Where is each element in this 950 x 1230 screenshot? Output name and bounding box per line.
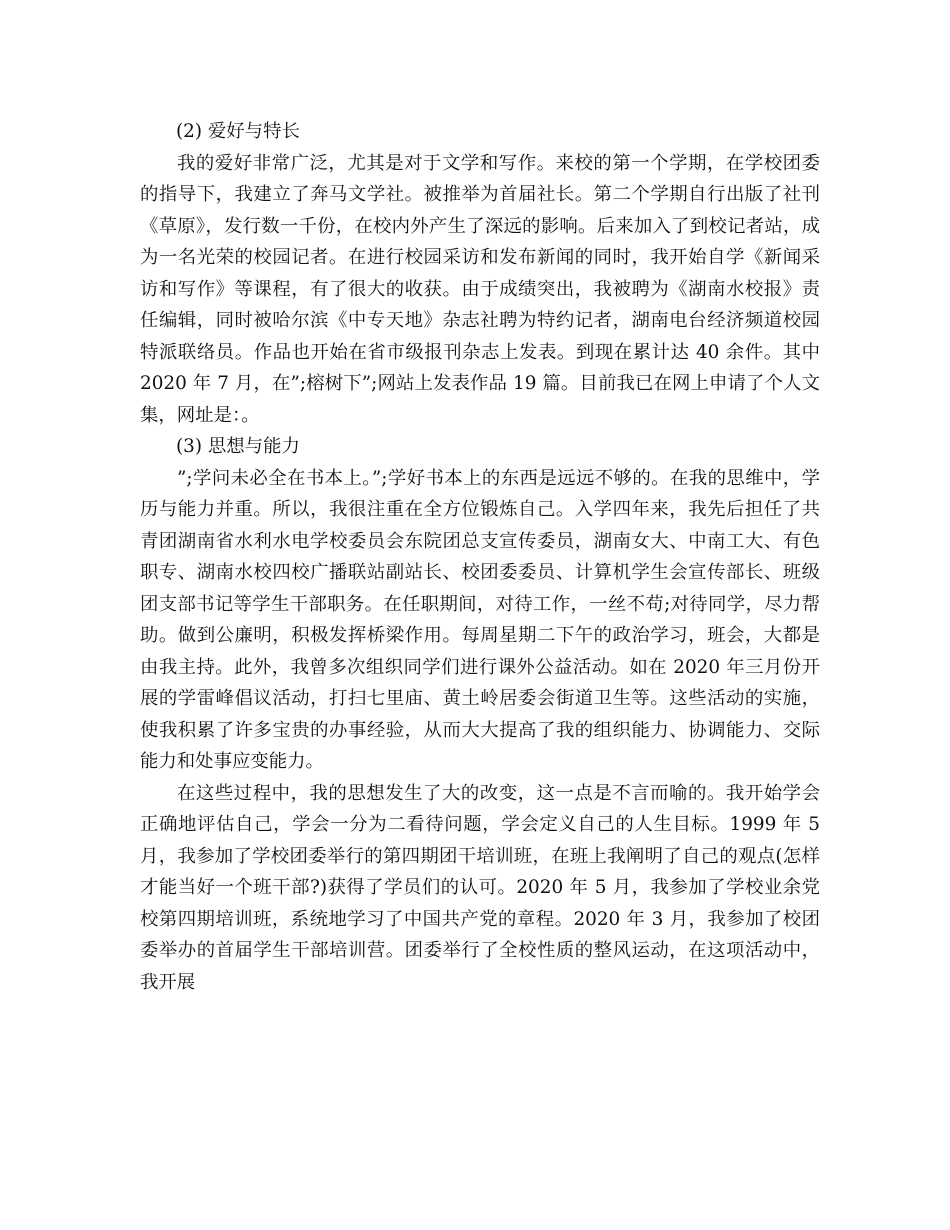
paragraph-personal-growth: 在这些过程中，我的思想发生了大的改变，这一点是不言而喻的。我开始学会正确地评估自己，学会一分为二看待问题，学会定义自己的人生目标。1999 年 5 月，我参加了学校团委举行的第四期团干培训班，在班上我阐明了自己的观点(怎样才能当好一个班干部?)获得了学员们的认可。2020 年 5 月，我参加了学校业余党校第四期培训班，系统地学习了中国共产党的章程。2020 年 3 月，我参加了校团委举办的首届学生干部培训营。团委举行了全校性质的整风运动，在这项活动中，我开展 (140, 782, 820, 993)
document-body (140, 116, 820, 998)
section-heading-hobbies: (2) 爱好与特长 (176, 121, 300, 142)
paragraph-thought-ability: ”;学问未必全在书本上。”;学好书本上的东西是远远不够的。在我的思维中，学历与能力并重。所以，我很注重在全方位锻炼自己。入学四年来，我先后担任了共青团湖南省水利水电学校委员会东院团总支宣传委员，湖南女大、中南工大、有色职专、湖南水校四校广播联站副站长、校团委委员、计算机学生会宣传部长、班级团支部书记等学生干部职务。在任职期间，对待工作，一丝不苟;对待同学，尽力帮助。做到公廉明，积极发挥桥梁作用。每周星期二下午的政治学习，班会，大都是由我主持。此外，我曾多次组织同学们进行课外公益活动。如在 2020 年三月份开展的学雷峰倡议活动，打扫七里庙、黄土岭居委会街道卫生等。这些活动的实施，使我积累了许多宝贵的办事经验，从而大大提高了我的组织能力、协调能力、交际能力和处事应变能力。 (140, 467, 820, 772)
section-heading-thought-ability: (3) 思想与能力 (176, 436, 300, 457)
paragraph-hobbies: 我的爱好非常广泛，尤其是对于文学和写作。来校的第一个学期，在学校团委的指导下，我建立了奔马文学社。被推举为首届社长。第二个学期自行出版了社刊《草原》，发行数一千份，在校内外产生了深远的影响。后来加入了到校记者站，成为一名光荣的校园记者。在进行校园采访和发布新闻的同时，我开始自学《新闻采访和写作》等课程，有了很大的收获。由于成绩突出，我被聘为《湖南水校报》责任编辑，同时被哈尔滨《中专天地》杂志社聘为特约记者，湖南电台经济频道校园特派联络员。作品也开始在省市级报刊杂志上发表。到现在累计达 40 余件。其中 2020 年 7 月，在”;榕树下”;网站上发表作品 19 篇。目前我已在网上申请了个人文集，网址是：。 (140, 152, 820, 426)
